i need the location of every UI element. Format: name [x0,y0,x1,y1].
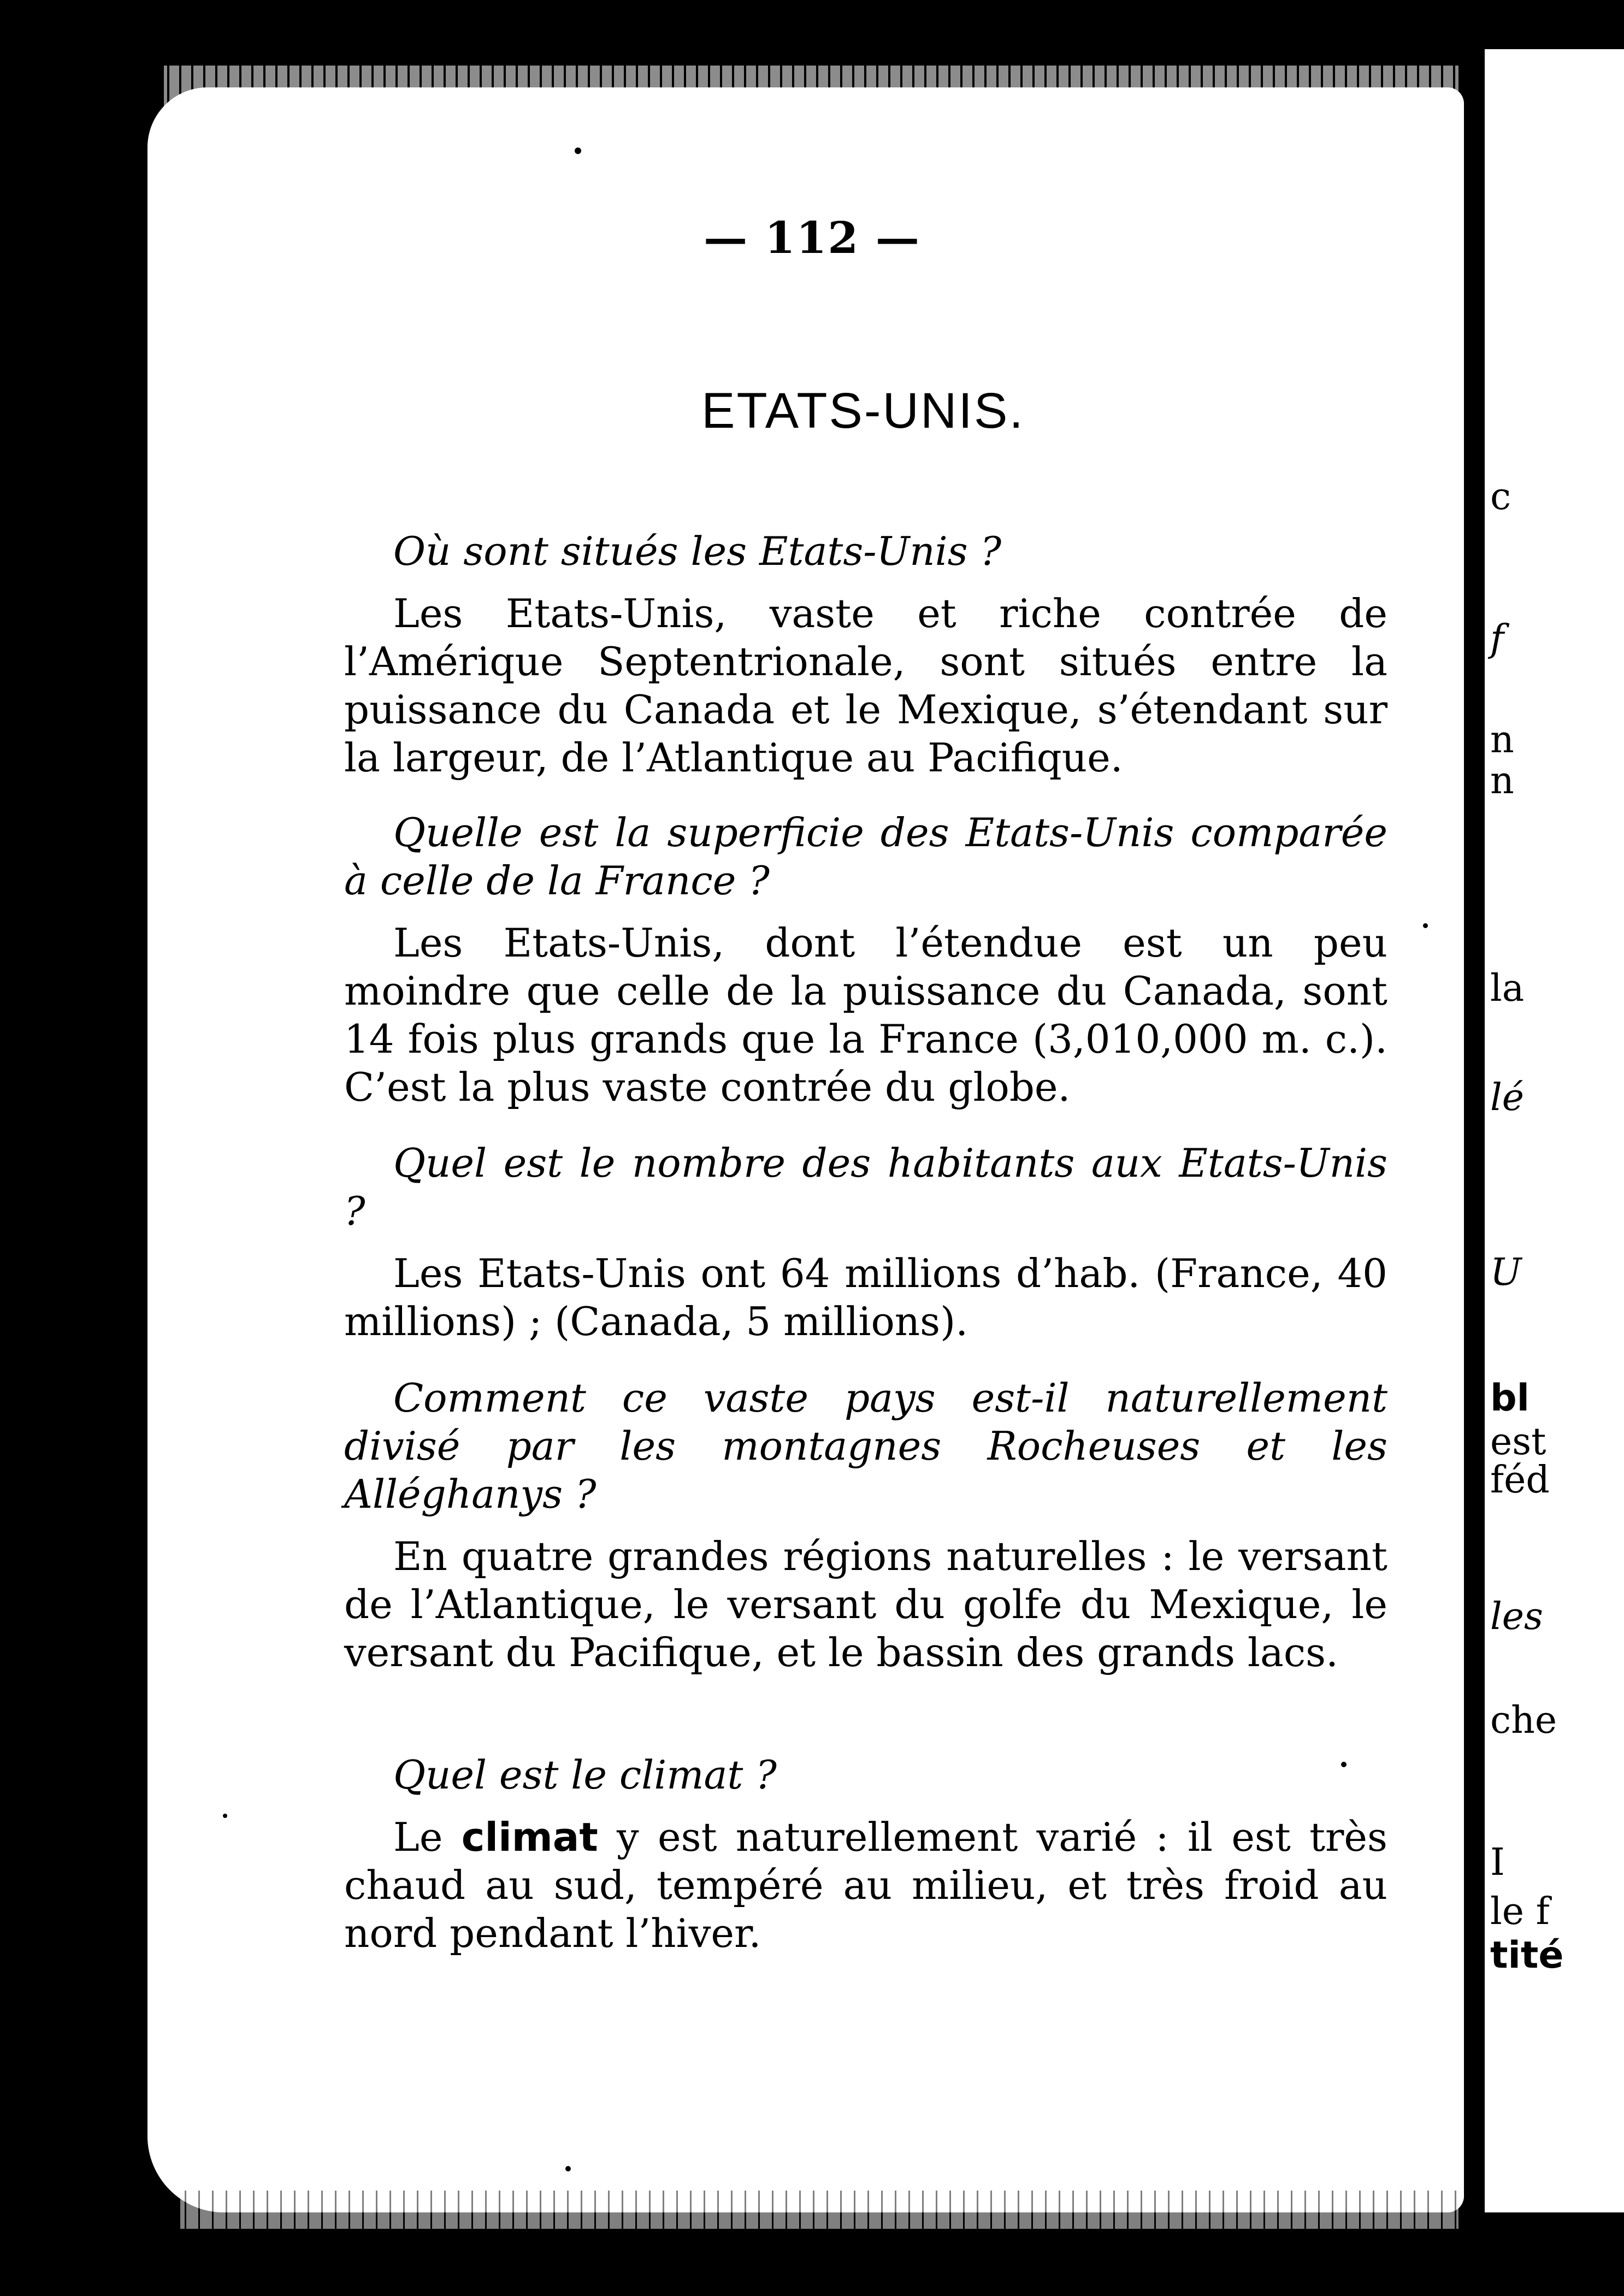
scan-speck [223,1814,227,1818]
section-climate [344,1751,1387,1957]
next-page-fragment: n [1490,718,1514,762]
next-page-fragment: che [1490,1699,1557,1742]
scan-speck [575,147,581,154]
next-page-fragment: la [1490,967,1525,1010]
answer: Les Etats-Unis, dont l’étendue est un peu moindre que celle de la puissance du Canada, sont 14 fois plus grands que la France (3,010,000 m. c.). C’est la plus vaste contrée du globe. [344,920,1387,1110]
question: Quelle est la superficie des Etats-Unis comparée à celle de la France ? [344,810,1387,904]
question: Quel est le climat ? [393,1752,777,1798]
page-gutter [1464,49,1485,2212]
scan-speck [565,2166,571,2171]
scan-speck [1341,1762,1347,1767]
answer [344,1813,1387,1957]
next-page-fragment: les [1490,1595,1543,1638]
question: Comment ce vaste pays est-il naturellement divisé par les montagnes Rocheuses et les Alléghanys ? [344,1375,1387,1517]
next-page-fragment: est [1490,1420,1546,1463]
answer-keyword: climat [461,1814,598,1860]
next-page-fragment: U [1490,1251,1522,1294]
answer: Les Etats-Unis ont 64 millions d’hab. (France, 40 millions) ; (Canada, 5 millions). [344,1250,1387,1344]
section-population [344,1139,1387,1345]
answer-text: Le [393,1814,462,1860]
next-page-fragment: f [1490,617,1504,660]
next-page-fragment: n [1490,759,1514,802]
page-number: — 112 — [704,212,920,263]
answer-text: y est naturellement varié : il est très chaud au sud, tempéré au milieu, et très froid au nord pendant l’hiver. [344,1814,1387,1956]
answer: En quatre grandes régions naturelles : le versant de l’Atlantique, le versant du golfe du Mexique, le versant du Pacifique, et le bassin des grands lacs. [344,1533,1387,1675]
section-regions [344,1374,1387,1677]
answer: Les Etats-Unis, vaste et riche contrée de l’Amérique Septentrionale, sont situés entre la puissance du Canada et le Mexique, s’étendant sur la largeur, de l’Atlantique au Pacifique. [344,591,1387,781]
scan-speck [1423,923,1428,928]
page-title: ETATS-UNIS. [701,383,1025,439]
next-page-fragment: bl [1490,1377,1529,1420]
next-page-fragment: féd [1490,1459,1550,1502]
next-page-fragment: tité [1490,1934,1564,1977]
section-location [344,527,1387,782]
section-area [344,808,1387,1111]
question: Quel est le nombre des habitants aux Etats-Unis ? [344,1140,1387,1234]
question: Où sont situés les Etats-Unis ? [393,528,1002,574]
next-page-fragment: I [1490,1841,1505,1884]
next-page-fragment: lé [1490,1076,1524,1119]
adjacent-page-strip [1485,49,1624,2212]
next-page-fragment: le f [1490,1890,1550,1933]
page-edge-bottom [180,2191,1458,2229]
next-page-fragment: c [1490,475,1511,518]
